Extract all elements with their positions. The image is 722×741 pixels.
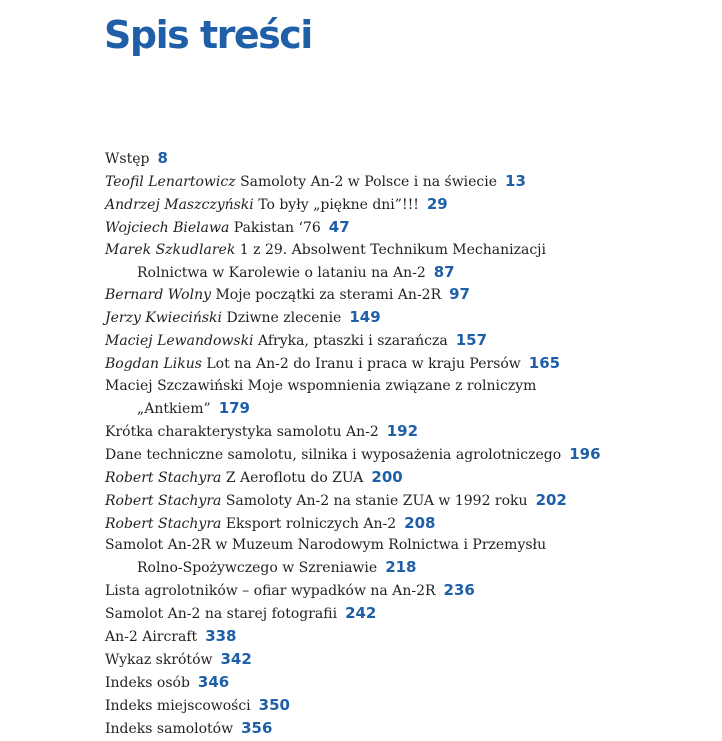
toc-page-number: 87: [433, 262, 455, 281]
toc-title-continued: Rolno-Spożywczego w Szreniawie: [137, 560, 378, 577]
toc-entry[interactable]: [105, 217, 705, 240]
toc-entry-line: [105, 174, 497, 190]
toc-entry[interactable]: [105, 626, 705, 649]
toc-title-continued: Rolnictwa w Karolewie o lataniu na An-2: [137, 264, 426, 281]
toc-title: Eksport rolniczych An-2: [225, 515, 397, 532]
toc-entry[interactable]: [105, 695, 705, 718]
toc-title: An-2 Aircraft: [105, 629, 198, 646]
toc-entry[interactable]: [105, 649, 705, 672]
toc-page-number: 200: [371, 467, 403, 486]
toc-page-number: 165: [528, 354, 561, 373]
toc-title: To były „piękne dni”!!!: [258, 196, 419, 213]
toc-entry-continuation: [105, 557, 705, 580]
toc-entry-line: [105, 606, 337, 622]
toc-entry-continuation: [105, 398, 705, 421]
toc-title: Moje początki za sterami An-2R: [215, 287, 442, 304]
toc-author: Bogdan Likus: [105, 356, 202, 373]
toc-entry[interactable]: [105, 330, 705, 353]
toc-author: Maciej Lewandowski: [105, 333, 254, 350]
toc-title: Krótka charakterystyka samolotu An-2: [105, 423, 379, 440]
toc-page-number: 236: [443, 581, 475, 600]
toc-author: Bernard Wolny: [105, 287, 212, 304]
toc-title: Samoloty An-2 w Polsce i na świecie: [240, 173, 498, 190]
toc-entry-line: [105, 447, 561, 463]
toc-entry-line: [105, 151, 149, 167]
toc-title: Samoloty An-2 na stanie ZUA w 1992 roku: [225, 492, 528, 509]
toc-page-number: 157: [455, 331, 488, 350]
toc-entry-line: [105, 516, 396, 532]
toc-title: Samolot An-2 na starej fotografii: [105, 606, 338, 623]
toc-title: Dziwne zlecenie: [226, 310, 342, 327]
toc-title-continued: „Antkiem”: [137, 400, 211, 417]
toc-author: Andrzej Maszczyński: [105, 196, 254, 213]
toc-entry-line: [105, 197, 419, 213]
toc-entry[interactable]: [105, 240, 705, 285]
toc-author: Robert Stachyra: [105, 469, 222, 486]
toc-author: Marek Szkudlarek: [105, 241, 236, 258]
toc-entry[interactable]: [105, 513, 705, 536]
toc-entry-line: [105, 652, 212, 668]
toc-entry-line: [105, 333, 448, 349]
toc-title: Indeks osób: [105, 674, 190, 691]
toc-entry-line: [105, 537, 546, 553]
toc-author: Wojciech Bielawa: [105, 219, 230, 236]
toc-entry[interactable]: [105, 148, 705, 171]
toc-entry-line: [105, 470, 363, 486]
page-title: Spis treści: [104, 13, 312, 57]
toc-title: Maciej Szczawiński Moje wspomnienia związane z rolniczym: [105, 378, 537, 395]
toc-entry[interactable]: [105, 580, 705, 603]
toc-page-number: 196: [569, 444, 601, 463]
toc-entry-line: [105, 356, 521, 372]
toc-entry[interactable]: [105, 490, 705, 513]
toc-entry-line: [105, 287, 441, 303]
toc-entry-line: [105, 721, 233, 737]
toc-page-number: 13: [505, 171, 526, 190]
toc-entry[interactable]: [105, 307, 705, 330]
toc-page-number: 97: [449, 285, 470, 304]
toc-entry[interactable]: [105, 171, 705, 194]
toc-entry[interactable]: [105, 376, 705, 421]
toc-title: Wykaz skrótów: [105, 651, 213, 668]
toc-title: Lista agrolotników – ofiar wypadków na An-2R: [105, 583, 436, 600]
toc-page-number: 346: [197, 672, 230, 691]
toc-page-number: 47: [328, 217, 350, 236]
toc-entry-line: [105, 583, 436, 599]
toc-author: Jerzy Kwieciński: [105, 310, 223, 327]
toc-author: Robert Stachyra: [105, 492, 222, 509]
toc-entry[interactable]: [105, 467, 705, 490]
toc-entry-line: [105, 698, 251, 714]
toc-entry[interactable]: [105, 603, 705, 626]
toc-page-number: 149: [349, 308, 381, 327]
toc-page-number: 29: [426, 194, 448, 213]
toc-entry-line: [105, 493, 528, 509]
table-of-contents: [105, 148, 705, 741]
toc-entry-line: [105, 629, 197, 645]
toc-entry[interactable]: [105, 444, 705, 467]
toc-title: Lot na An-2 do Iranu i praca w kraju Persów: [206, 356, 521, 373]
toc-entry-line: [105, 220, 321, 236]
toc-entry[interactable]: [105, 284, 705, 307]
toc-title: Dane techniczne samolotu, silnika i wyposażenia agrolotniczego: [105, 446, 562, 463]
toc-author: Robert Stachyra: [105, 515, 222, 532]
toc-entry-continuation: [105, 262, 705, 285]
toc-page-number: 202: [535, 490, 567, 509]
toc-entry[interactable]: [105, 353, 705, 376]
toc-author: Teofil Lenartowicz: [105, 173, 236, 190]
toc-page-number: 356: [241, 718, 273, 737]
toc-page-number: 338: [205, 627, 237, 646]
toc-entry[interactable]: [105, 718, 705, 741]
toc-title: Indeks miejscowości: [105, 697, 251, 714]
toc-entry[interactable]: [105, 421, 705, 444]
toc-title: Indeks samolotów: [105, 720, 234, 737]
toc-title: Samolot An-2R w Muzeum Narodowym Rolnictwa i Przemysłu: [105, 537, 547, 554]
toc-title: Pakistan ‘76: [233, 219, 321, 236]
toc-title: Z Aeroflotu do ZUA: [225, 469, 364, 486]
toc-page-number: 218: [385, 558, 417, 577]
toc-entry[interactable]: [105, 535, 705, 580]
toc-page-number: 192: [386, 421, 419, 440]
toc-title: Afryka, ptaszki i szarańcza: [257, 333, 448, 350]
toc-page-number: 350: [258, 695, 290, 714]
toc-page-number: 179: [218, 398, 250, 417]
toc-title: 1 z 29. Absolwent Technikum Mechanizacji: [239, 241, 547, 258]
toc-entry-line: [105, 310, 341, 326]
toc-entry-line: [105, 378, 536, 394]
toc-entry[interactable]: [105, 672, 705, 695]
toc-page-number: 342: [220, 649, 252, 668]
toc-page-number: 8: [157, 149, 168, 167]
toc-entry-line: [105, 242, 546, 258]
toc-page-number: 208: [404, 513, 436, 532]
toc-entry-line: [105, 675, 190, 691]
toc-entry-line: [105, 424, 379, 440]
toc-title: Wstęp: [105, 151, 150, 167]
toc-page-number: 242: [345, 604, 377, 623]
toc-entry[interactable]: [105, 194, 705, 217]
